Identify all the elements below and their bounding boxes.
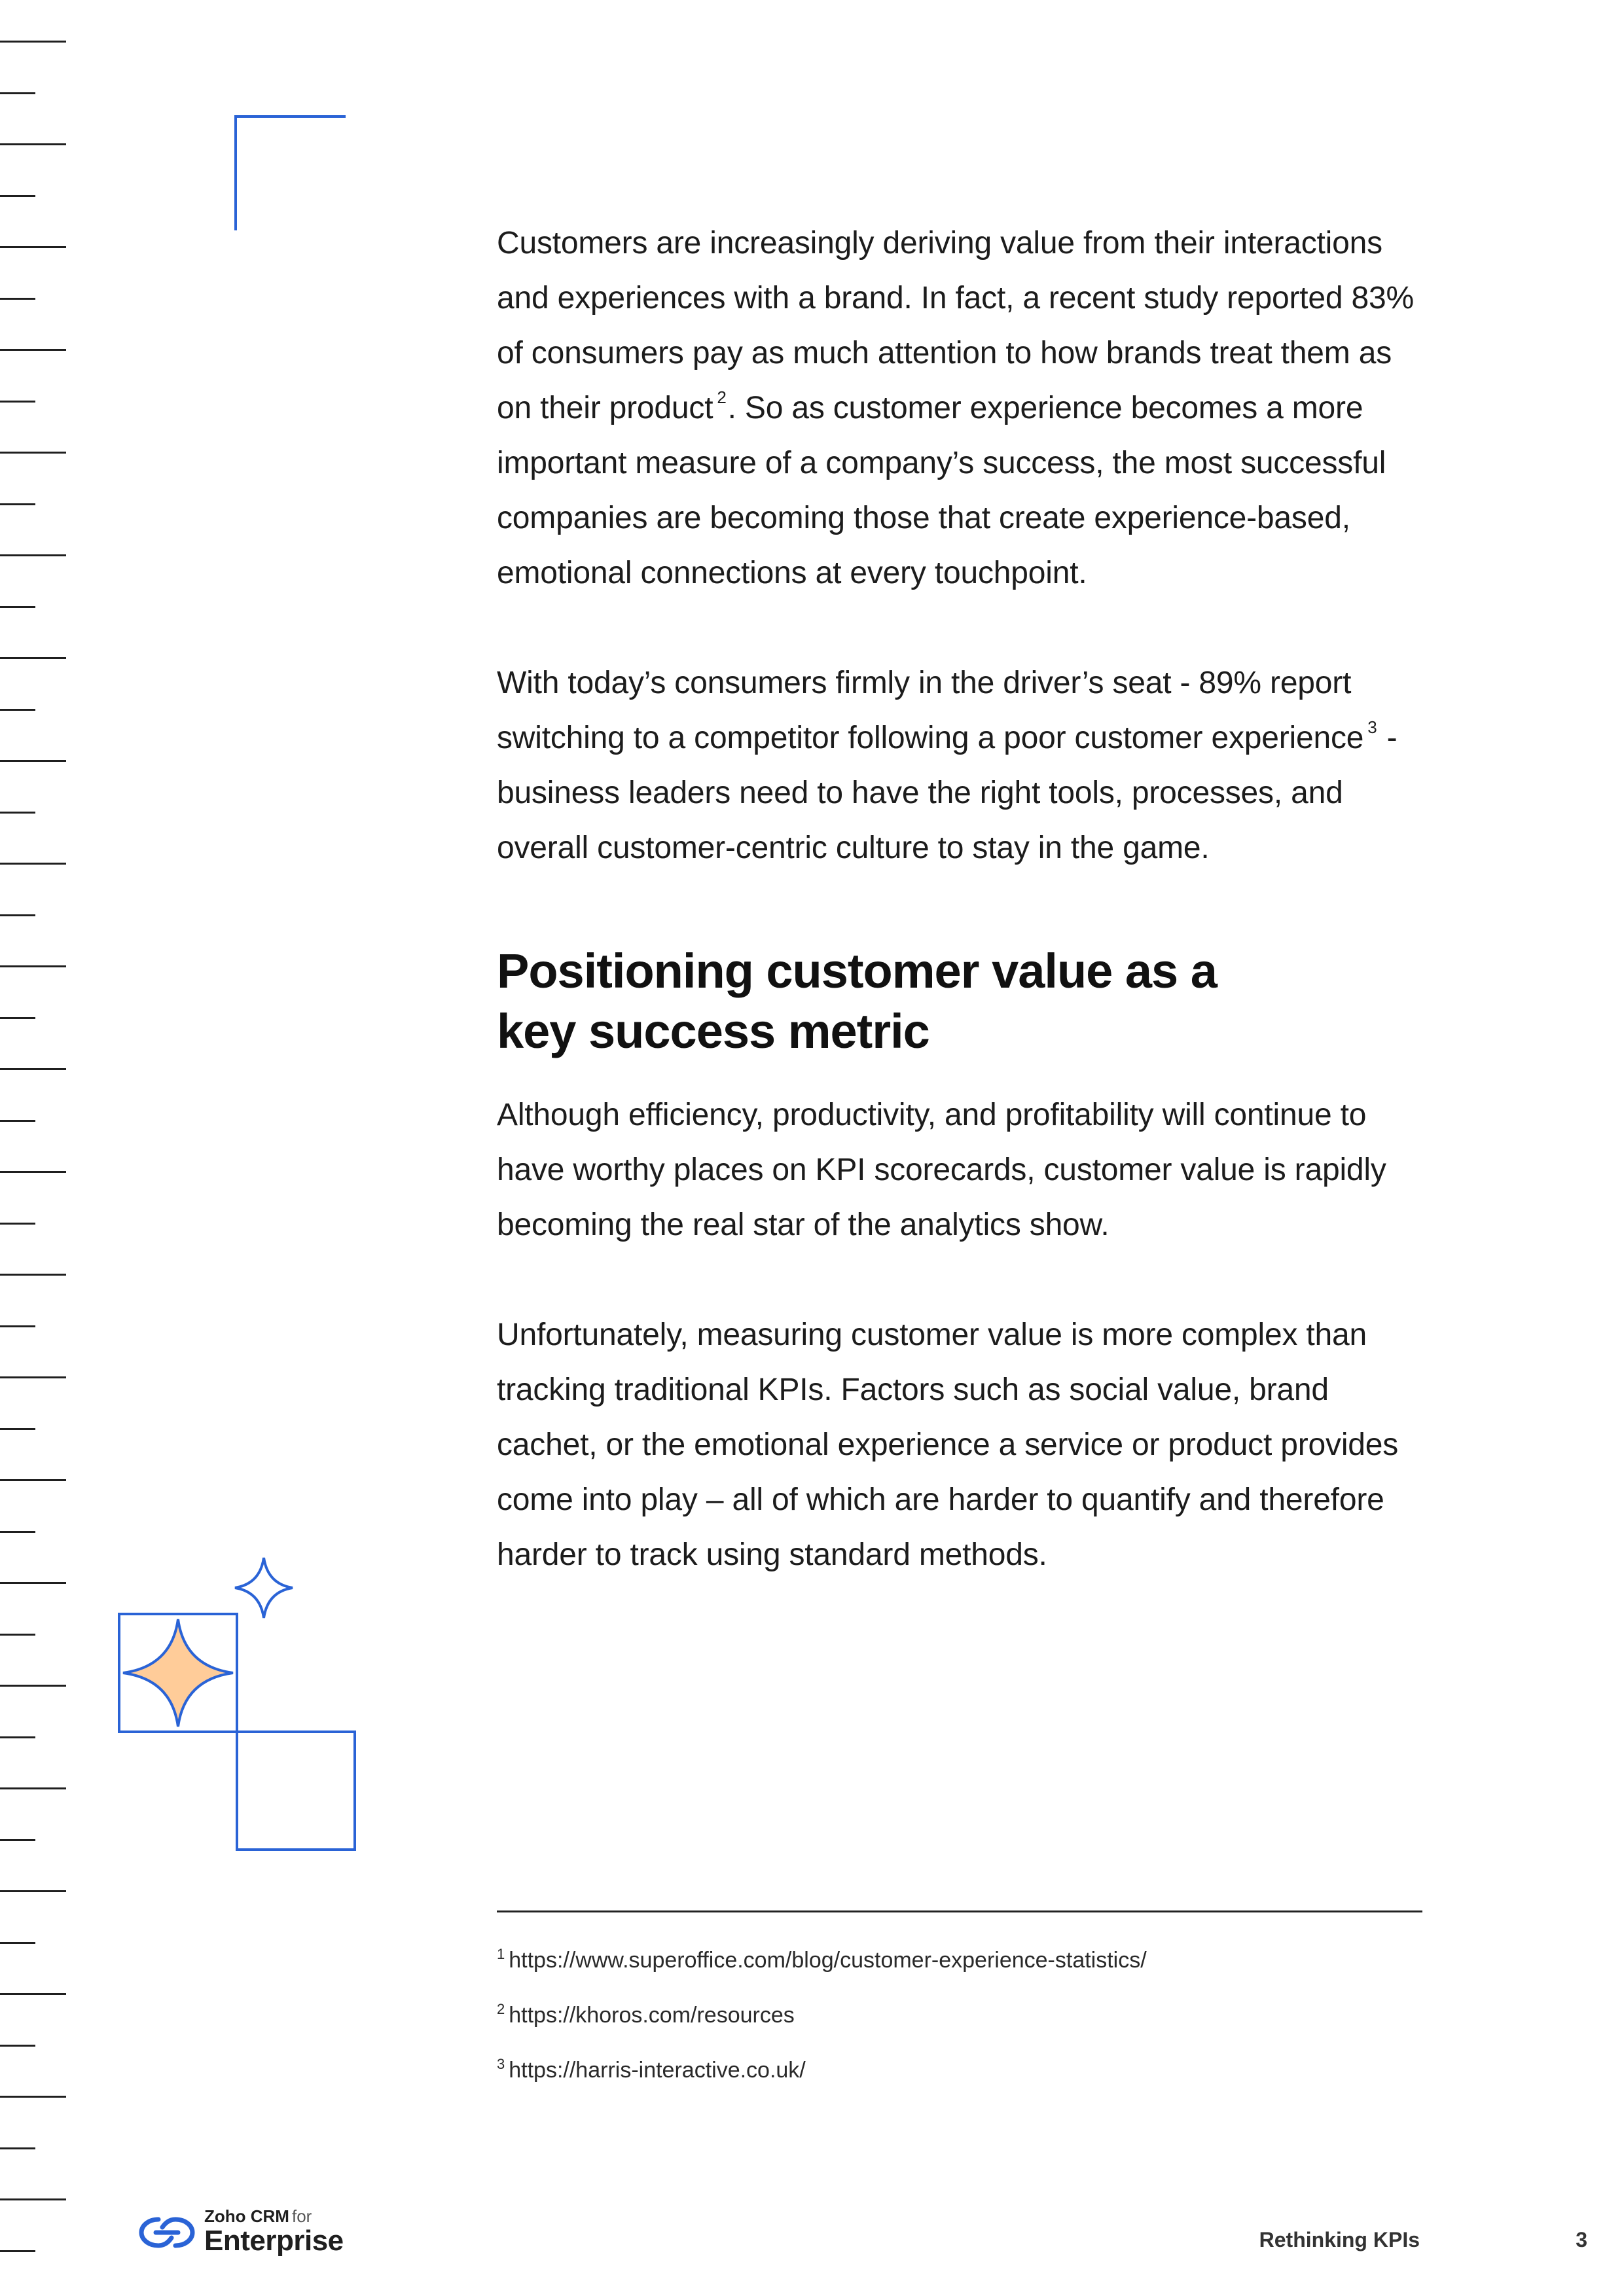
ruler-tick (0, 709, 35, 711)
footnote-2-number: 2 (497, 2000, 505, 2017)
footnote-3-link[interactable]: https://harris-interactive.co.uk/ (509, 2058, 806, 2083)
paragraph-1-text-b: . So as customer experience becomes a more important measure of a company’s success, the most successful companies are becoming those that create experience-based, emotional connections at every touchpoint. (497, 391, 1386, 590)
footnote-2-link[interactable]: https://khoros.com/resources (509, 2003, 795, 2028)
footnote-3 (497, 2056, 1422, 2084)
page-number: 3 (1576, 2228, 1587, 2251)
ruler-tick (0, 1223, 35, 1225)
ruler-tick (0, 1582, 66, 1584)
ruler-tick (0, 2250, 35, 2252)
ruler-tick (0, 1942, 35, 1944)
ruler-tick (0, 1428, 35, 1430)
ruler-tick (0, 606, 35, 608)
paragraph-4: Unfortunately, measuring customer value is more complex than tracking traditional KPIs. Factors such as social value, brand cachet, or the emotional experience a service or product provides come into play – all of which are harder to quantify and therefore harder to track using standard methods. (497, 1318, 1399, 1572)
ruler-tick (0, 1017, 35, 1019)
zoho-logo-icon (139, 2214, 195, 2251)
ruler-tick (0, 760, 66, 762)
footnote-3-number: 3 (497, 2055, 505, 2072)
ruler-tick (0, 965, 66, 967)
ruler-tick (0, 1736, 35, 1738)
ruler-tick (0, 1890, 66, 1892)
paragraph-2-text-b: - business leaders need to have the right tools, processes, and overall customer-centric culture to stay in the game. (497, 721, 1398, 865)
ruler-tick (0, 349, 66, 351)
logo-brand-name: Zoho CRM (204, 2206, 289, 2226)
main-content (497, 216, 1433, 1583)
ruler-tick (0, 1171, 66, 1173)
footnote-1 (497, 1946, 1422, 1974)
ruler-tick (0, 1479, 66, 1481)
ruler-tick (0, 452, 66, 454)
ruler-tick (0, 1685, 66, 1687)
ruler-tick (0, 2045, 35, 2047)
ruler-tick (0, 246, 66, 248)
ruler-tick (0, 1325, 35, 1327)
footnote-1-number: 1 (497, 1945, 505, 1962)
ruler-tick (0, 2096, 66, 2098)
ruler-tick (0, 143, 66, 145)
paragraph-1 (497, 216, 1433, 601)
corner-bracket-decoration (234, 115, 346, 230)
ruler-tick (0, 41, 66, 43)
paragraph-2-text-a: With today’s consumers firmly in the driver’s seat - 89% report switching to a competitor following a poor customer experience (497, 666, 1364, 755)
small-sparkle-star-icon (235, 1558, 293, 1618)
ruler-tick (0, 503, 35, 505)
ruler-tick (0, 1531, 35, 1533)
document-title: Rethinking KPIs (1259, 2228, 1420, 2251)
paragraph-3: Although efficiency, productivity, and profitability will continue to have worthy places on KPI scorecards, customer value is rapidly becoming the real star of the analytics show. (497, 1098, 1386, 1242)
ruler-tick (0, 2147, 35, 2149)
ruler-tick (0, 298, 35, 300)
sparkle-squares-decoration (111, 1545, 360, 1859)
lower-square (237, 1732, 355, 1850)
ruler-tick (0, 1120, 35, 1122)
ruler-tick (0, 914, 35, 916)
logo-brand-text (204, 2206, 312, 2227)
section-heading-line-2: key success metric (497, 1004, 929, 1058)
section-heading (497, 941, 1433, 1062)
footnote-ref-3: 3 (1367, 717, 1377, 737)
ruler-tick (0, 1068, 66, 1070)
paragraph-1-text-a: Customers are increasingly deriving value from their interactions and experiences with a brand. In fact, a recent study reported 83% of consumers pay as much attention to how brands treat them as on their product (497, 226, 1414, 425)
footnote-ref-2: 2 (717, 387, 727, 407)
large-sparkle-star-icon (123, 1619, 233, 1727)
paragraph-2 (497, 656, 1433, 876)
margin-ruler (0, 0, 72, 2296)
ruler-tick (0, 863, 66, 865)
ruler-tick (0, 1274, 66, 1276)
ruler-tick (0, 1787, 66, 1789)
footnote-divider (497, 1910, 1422, 1912)
section-heading-line-1: Positioning customer value as a (497, 944, 1217, 998)
ruler-tick (0, 401, 35, 403)
ruler-tick (0, 2198, 66, 2200)
ruler-tick (0, 1993, 66, 1995)
ruler-tick (0, 1376, 66, 1378)
ruler-tick (0, 195, 35, 197)
ruler-tick (0, 554, 66, 556)
ruler-tick (0, 1634, 35, 1636)
logo-edition-text: Enterprise (204, 2225, 344, 2257)
logo-for-text: for (291, 2206, 312, 2226)
footnote-1-link[interactable]: https://www.superoffice.com/blog/customer-experience-statistics/ (509, 1948, 1147, 1973)
ruler-tick (0, 657, 66, 659)
ruler-tick (0, 812, 35, 814)
zoho-crm-enterprise-logo (139, 2204, 355, 2256)
ruler-tick (0, 1839, 35, 1841)
footnotes (497, 1946, 1422, 2111)
footnote-2 (497, 2001, 1422, 2029)
ruler-tick (0, 92, 35, 94)
